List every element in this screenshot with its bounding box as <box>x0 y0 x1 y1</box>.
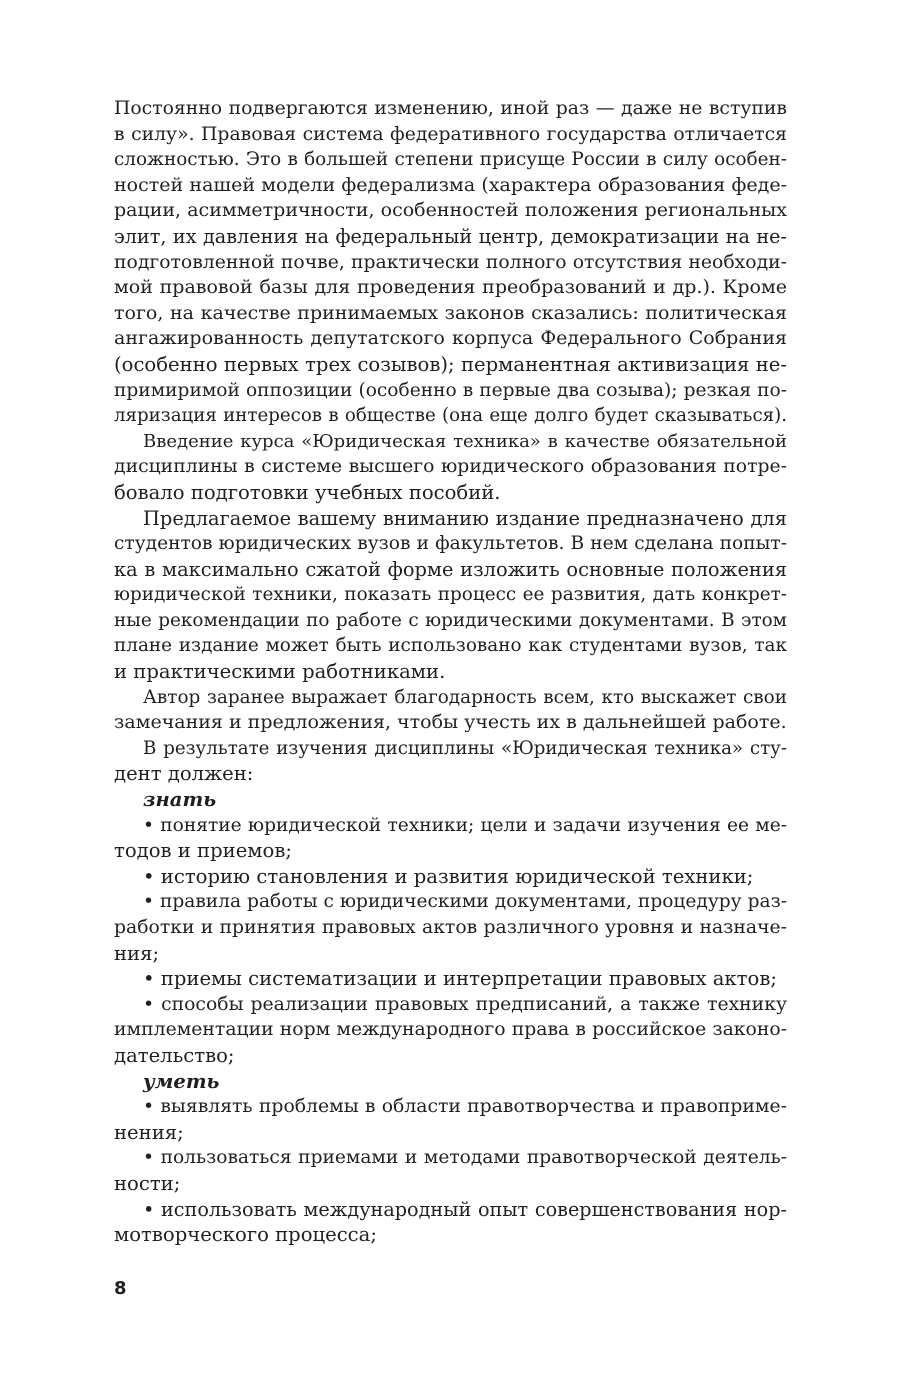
text-line: • пользоваться приемами и методами правотворческой деятель- <box>143 1147 787 1169</box>
text-line: мой правовой базы для проведения преобразований и др.). Кроме <box>114 276 787 299</box>
page-body <box>114 96 787 1248</box>
text-line: студентов юридических вузов и факультетов. В нем сделана попыт- <box>114 533 787 555</box>
text-line: дент должен: <box>114 762 254 786</box>
text-line: Автор заранее выражает благодарность всем, кто выскажет свои <box>143 686 787 708</box>
page-number: 8 <box>114 1278 127 1299</box>
text-line: • использовать международный опыт совершенствования нор- <box>143 1197 787 1221</box>
text-line: тодов и приемов; <box>114 839 292 863</box>
text-line: нения; <box>114 1120 184 1144</box>
text-line: сложностью. Это в большей степени присуще России в силу особен- <box>114 149 787 171</box>
text-line: • способы реализации правовых предписаний, а также технику <box>143 993 787 1015</box>
text-line: дисциплины в системе высшего юридического образования потре- <box>114 456 787 478</box>
text-line: ности; <box>114 1171 181 1195</box>
text-line: ка в максимально сжатой форме изложить основные положения <box>114 557 787 581</box>
text-line: мотворческого процесса; <box>114 1223 377 1247</box>
text-line: ляризация интересов в обществе (она еще долго будет сказываться). <box>114 405 787 427</box>
text-line: • выявлять проблемы в области правотворчества и правоприме- <box>143 1096 787 1118</box>
text-line: подготовленной почве, практически полного отсутствия необходи- <box>114 251 787 273</box>
text-line: работки и принятия правовых актов различного уровня и назначе- <box>114 917 787 938</box>
text-line: бовало подготовки учебных пособий. <box>114 480 501 504</box>
text-line: Предлагаемое вашему вниманию издание предназначено для <box>143 506 787 530</box>
text-line: ангажированность депутатского корпуса Федерального Собрания <box>114 327 787 350</box>
text-line: примиримой оппозиции (особенно в первые два созыва); резкая по- <box>114 379 787 401</box>
text-line: плане издание может быть использовано как студентами вузов, так <box>114 635 787 657</box>
text-line: ния; <box>114 941 160 965</box>
text-line: дательство; <box>114 1043 235 1067</box>
text-line: (особенно первых трех созывов); перманентная активизация не- <box>114 352 787 376</box>
text-line: рации, асимметричности, особенностей положения региональных <box>114 199 787 222</box>
text-line: в силу». Правовая система федеративного государства отличается <box>114 123 787 145</box>
text-line: • понятие юридической техники; цели и задачи изучения ее ме- <box>143 814 787 836</box>
text-line: Введение курса «Юридическая техника» в качестве обязательной <box>143 430 787 452</box>
text-line: замечания и предложения, чтобы учесть их в дальнейшей работе. <box>114 711 787 734</box>
text-line: • приемы систематизации и интерпретации правовых актов; <box>143 967 777 991</box>
text-line: • историю становления и развития юридической техники; <box>143 864 754 888</box>
text-line: того, на качестве принимаемых законов сказались: политическая <box>114 301 787 324</box>
section-heading: уметь <box>143 1069 220 1093</box>
text-line: элит, их давления на федеральный центр, демократизации на не- <box>114 224 787 248</box>
text-line: Постоянно подвергаются изменению, иной раз — даже не вступив <box>114 98 787 119</box>
text-line: юридической техники, показать процесс ее развития, дать конкрет- <box>114 584 787 606</box>
text-line: ностей нашей модели федерализма (характера образования феде- <box>114 173 787 196</box>
text-line: • правила работы с юридическими документами, процедуру раз- <box>143 891 787 913</box>
section-heading: знать <box>143 788 217 812</box>
text-line: и практическими работниками. <box>114 660 446 684</box>
text-line: ные рекомендации по работе с юридическими документами. В этом <box>114 609 787 631</box>
text-line: имплементации норм международного права в российское законо- <box>114 1019 787 1041</box>
text-line: В результате изучения дисциплины «Юридическая техника» сту- <box>143 737 787 759</box>
